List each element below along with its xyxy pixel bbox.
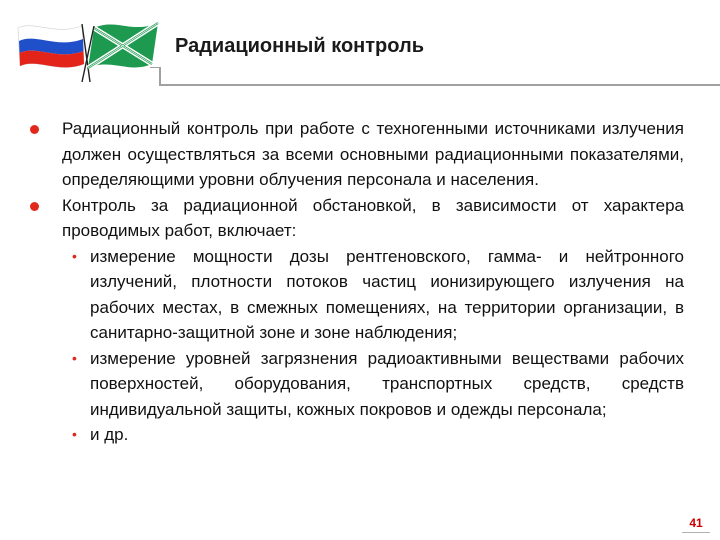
sub-bullet-text: измерение уровней загрязнения радиоактивными веществами рабочих поверхностей, оборудования, транспортных средств, средств индивидуальной защиты, кожных покровов и одежды персонала;	[90, 348, 684, 419]
page-number-label: 41	[689, 516, 703, 530]
bullet-text: Радиационный контроль при работе с техногенными источниками излучения должен осуществляться за всеми основными радиационными показателями, определяющими уровни облучения персонала и населения.	[62, 119, 684, 189]
sub-bullet-dot-icon: •	[72, 426, 77, 442]
sub-bullet-text: и др.	[90, 425, 129, 444]
sub-bullet-dot-icon: •	[72, 247, 77, 264]
title-underline	[150, 67, 720, 93]
sub-bullet-item	[28, 346, 684, 423]
sub-bullet-item	[28, 244, 684, 346]
bullet-item	[28, 116, 684, 193]
page-number	[682, 516, 710, 530]
page-title: Радиационный контроль	[175, 35, 424, 57]
flags-logo	[12, 14, 162, 84]
bullet-text: Контроль за радиационной обстановкой, в зависимости от характера проводимых работ, включает:	[62, 195, 684, 240]
russia-flag-icon	[18, 24, 90, 82]
bullet-dot-icon	[30, 125, 39, 134]
bullet-item	[28, 193, 684, 244]
slide-content	[28, 116, 684, 448]
sub-bullet-dot-icon: •	[72, 349, 77, 366]
page-number-underline	[682, 532, 710, 533]
green-cross-flag-icon	[82, 23, 158, 82]
bullet-dot-icon	[30, 202, 39, 211]
sub-bullet-text: измерение мощности дозы рентгеновского, гамма- и нейтронного излучений, плотности потоков частиц ионизирующего излучения на рабочих местах, в смежных помещениях, на территории организации, в санитарно-защитной зоне и зоне наблюдения;	[90, 246, 684, 342]
sub-bullet-item	[28, 422, 684, 448]
